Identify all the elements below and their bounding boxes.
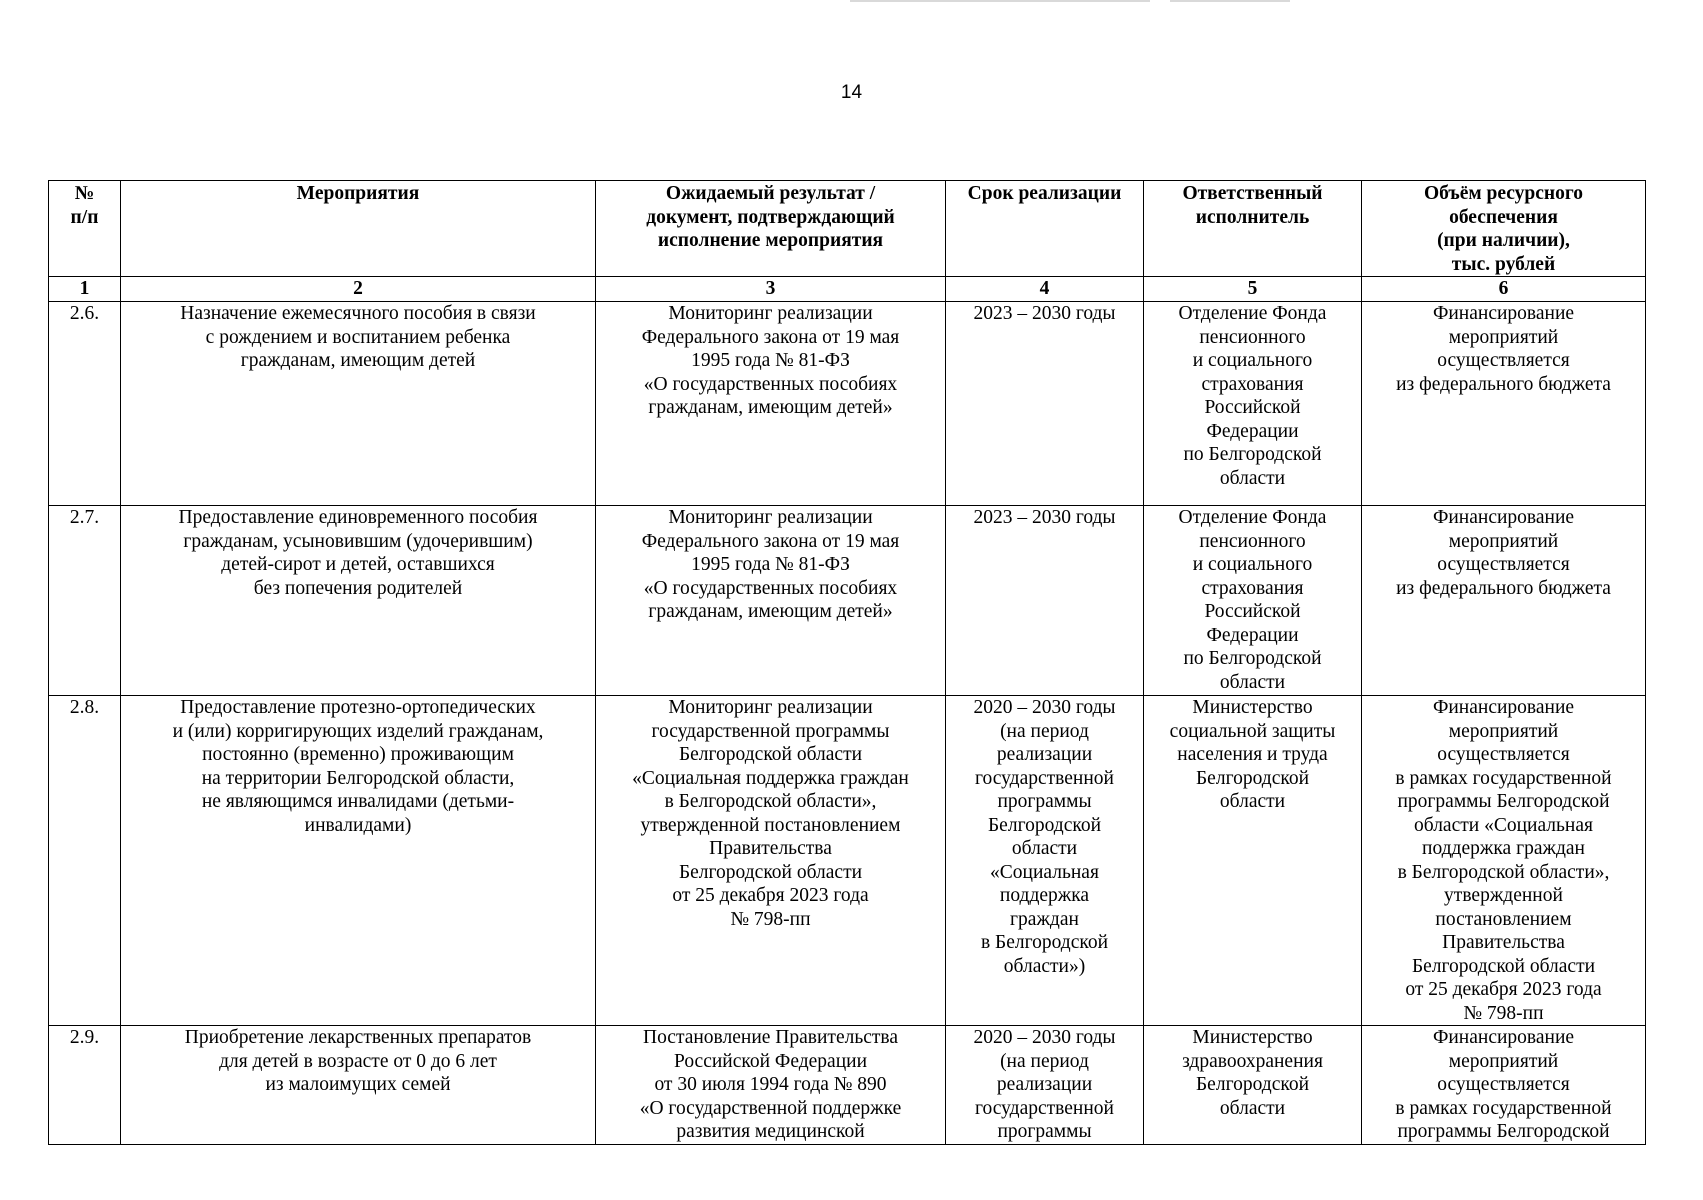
column-number: 4 — [946, 277, 1144, 302]
table-row — [49, 302, 1646, 506]
row-activity: Назначение ежемесячного пособия в связи с рождением и воспитанием ребенка гражданам, имеющим детей — [121, 302, 596, 506]
row-result: Постановление Правительства Российской Федерации от 30 июля 1994 года № 890 «О государственной поддержке развития медицинской — [596, 1026, 946, 1145]
header-term: Срок реализации — [946, 181, 1144, 277]
row-activity: Приобретение лекарственных препаратов для детей в возрасте от 0 до 6 лет из малоимущих семей — [121, 1026, 596, 1145]
row-activity: Предоставление единовременного пособия гражданам, усыновившим (удочерившим) детей-сирот и детей, оставшихся без попечения родителей — [121, 506, 596, 696]
row-result: Мониторинг реализации Федерального закона от 19 мая 1995 года № 81-ФЗ «О государственных пособиях гражданам, имеющим детей» — [596, 506, 946, 696]
row-number: 2.6. — [49, 302, 121, 506]
row-executor: Министерство здравоохранения Белгородской области — [1144, 1026, 1362, 1145]
column-number: 6 — [1362, 277, 1646, 302]
header-funding: Объём ресурсного обеспечения (при наличии), тыс. рублей — [1362, 181, 1646, 277]
scan-edge-line — [850, 0, 1150, 2]
row-funding: Финансирование мероприятий осуществляется из федерального бюджета — [1362, 506, 1646, 696]
page-number: 14 — [840, 82, 863, 103]
table-row — [49, 506, 1646, 696]
header-executor: Ответственный исполнитель — [1144, 181, 1362, 277]
row-executor: Министерство социальной защиты населения и труда Белгородской области — [1144, 696, 1362, 1026]
activities-table — [48, 180, 1646, 1145]
header-result: Ожидаемый результат / документ, подтверждающий исполнение мероприятия — [596, 181, 946, 277]
table-row — [49, 696, 1646, 1026]
row-term: 2020 – 2030 годы (на период реализации государственной программы — [946, 1026, 1144, 1145]
row-term: 2023 – 2030 годы — [946, 302, 1144, 506]
row-term: 2023 – 2030 годы — [946, 506, 1144, 696]
row-number: 2.7. — [49, 506, 121, 696]
header-number: № п/п — [49, 181, 121, 277]
row-executor: Отделение Фонда пенсионного и социального страхования Российской Федерации по Белгородской области — [1144, 506, 1362, 696]
row-executor: Отделение Фонда пенсионного и социального страхования Российской Федерации по Белгородской области — [1144, 302, 1362, 506]
header-activity: Мероприятия — [121, 181, 596, 277]
table-row — [49, 1026, 1646, 1145]
row-number: 2.8. — [49, 696, 121, 1026]
column-number: 1 — [49, 277, 121, 302]
row-term: 2020 – 2030 годы (на период реализации государственной программы Белгородской области «Социальная поддержка граждан в Белгородской области») — [946, 696, 1144, 1026]
table-header-row — [49, 181, 1646, 277]
row-funding: Финансирование мероприятий осуществляется из федерального бюджета — [1362, 302, 1646, 506]
row-result: Мониторинг реализации Федерального закона от 19 мая 1995 года № 81-ФЗ «О государственных пособиях гражданам, имеющим детей» — [596, 302, 946, 506]
column-number-row — [49, 277, 1646, 302]
scan-edge-line — [1170, 0, 1290, 2]
column-number: 3 — [596, 277, 946, 302]
row-number: 2.9. — [49, 1026, 121, 1145]
column-number: 5 — [1144, 277, 1362, 302]
row-funding: Финансирование мероприятий осуществляется в рамках государственной программы Белгородской — [1362, 1026, 1646, 1145]
row-result: Мониторинг реализации государственной программы Белгородской области «Социальная поддержка граждан в Белгородской области», утвержденной постановлением Правительства Белгородской области от 25 декабря 2023 года № 798-пп — [596, 696, 946, 1026]
row-activity: Предоставление протезно-ортопедических и (или) корригирующих изделий гражданам, постоянно (временно) проживающим на территории Белгородской области, не являющимся инвалидами (детьми- инвалидами) — [121, 696, 596, 1026]
column-number: 2 — [121, 277, 596, 302]
row-funding: Финансирование мероприятий осуществляется в рамках государственной программы Белгородской области «Социальная поддержка граждан в Белгородской области», утвержденной постановлением Правительства Белгородской области от 25 декабря 2023 года № 798-пп — [1362, 696, 1646, 1026]
